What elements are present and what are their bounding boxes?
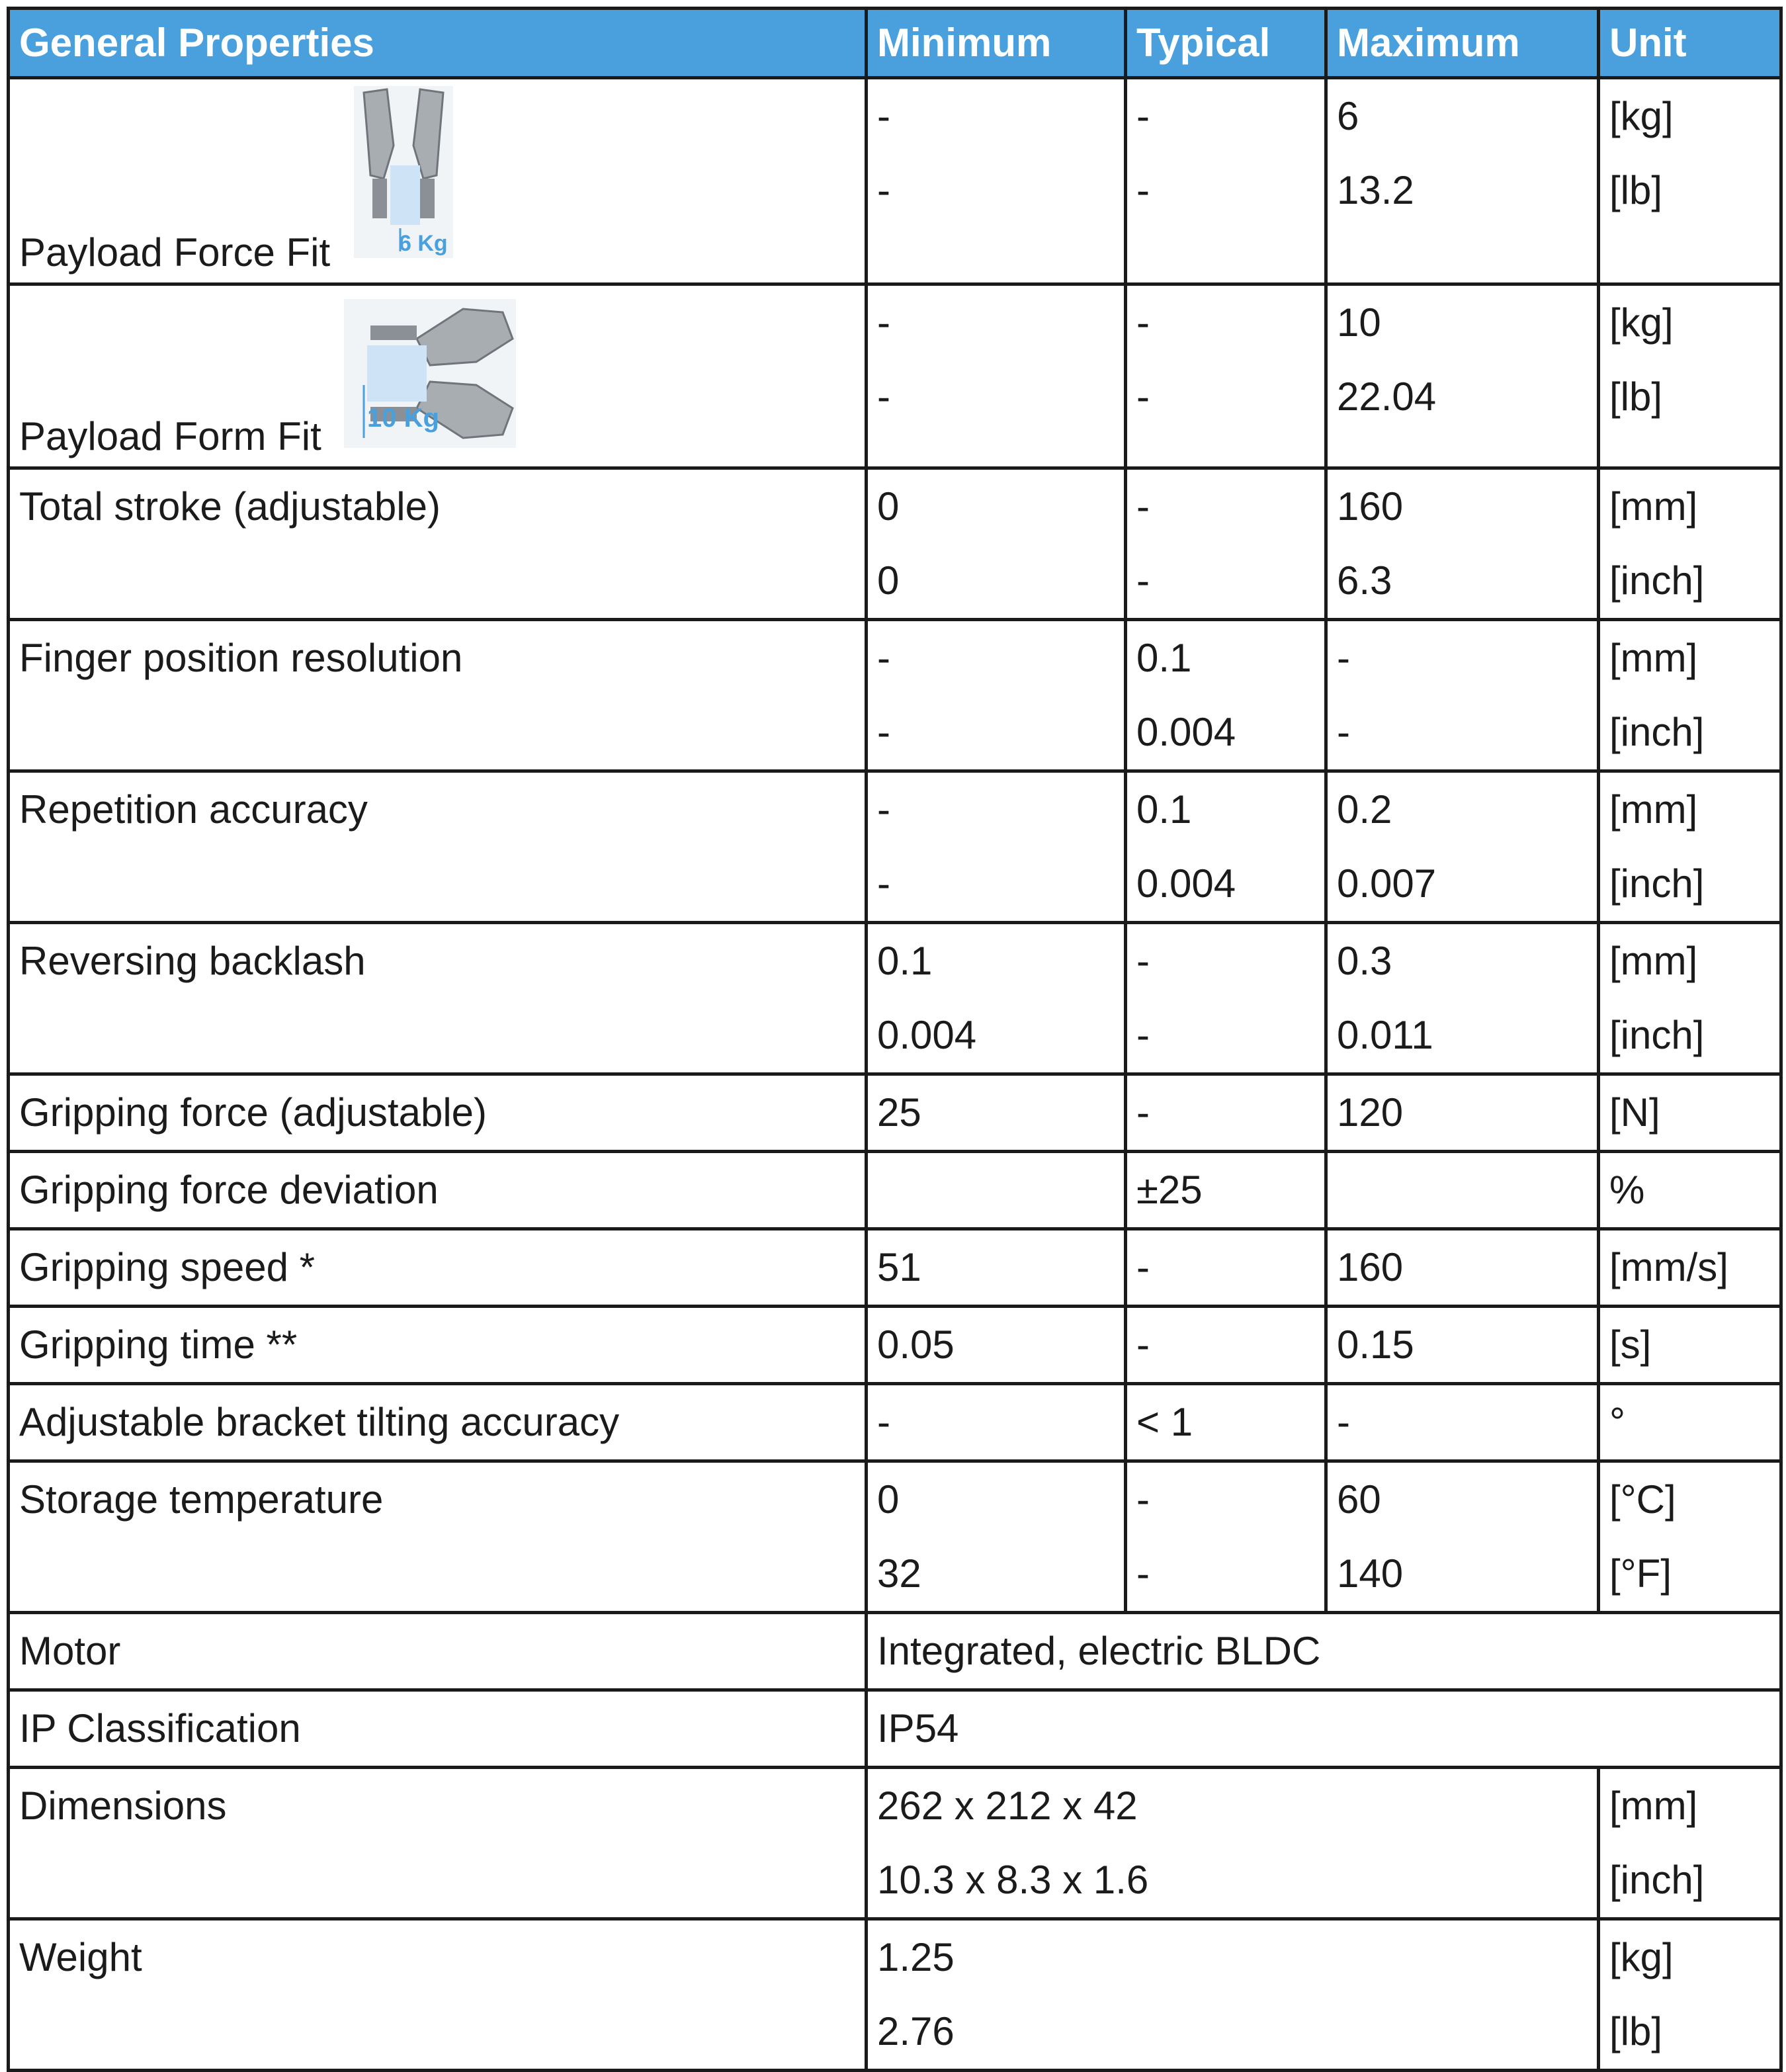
header-minimum: Minimum: [867, 9, 1126, 78]
unit: [mm]: [1609, 636, 1698, 680]
value: 0: [877, 1477, 900, 1522]
value: -: [877, 168, 890, 212]
value: 140: [1337, 1551, 1404, 1596]
value: 160: [1337, 484, 1404, 529]
value-cell: IP54: [867, 1690, 1781, 1768]
value: 60: [1337, 1477, 1381, 1522]
typical-cell: -: [1126, 1229, 1326, 1307]
property-label: Reversing backlash: [9, 923, 867, 1074]
unit: [inch]: [1609, 558, 1705, 603]
unit: [inch]: [1609, 1013, 1705, 1057]
property-label: Payload Form Fit: [19, 414, 321, 458]
value: 13.2: [1337, 168, 1414, 212]
typical-cell: [1126, 284, 1326, 468]
row-ip-classification: [9, 1690, 1781, 1768]
unit-cell: [1599, 771, 1781, 923]
unit-cell: °: [1599, 1384, 1781, 1461]
minimum-cell: [867, 620, 1126, 771]
unit-cell: [1599, 923, 1781, 1074]
property-label: Motor: [9, 1613, 867, 1690]
value: 0.3: [1337, 939, 1392, 983]
maximum-cell: 160: [1326, 1229, 1599, 1307]
value: 1.25: [877, 1935, 955, 1979]
value: 0.1: [1136, 787, 1192, 832]
unit: [kg]: [1609, 300, 1674, 345]
header-general-properties: General Properties: [9, 9, 867, 78]
unit: [mm]: [1609, 939, 1698, 983]
minimum-cell: [867, 78, 1126, 284]
value-cell: [867, 1919, 1599, 2071]
unit-cell: [1599, 284, 1781, 468]
value: -: [1136, 168, 1150, 212]
value: -: [1136, 1013, 1150, 1057]
property-label: Dimensions: [9, 1768, 867, 1919]
value: -: [1136, 1477, 1150, 1522]
unit-cell: [N]: [1599, 1074, 1781, 1152]
property-label: Gripping force deviation: [9, 1152, 867, 1229]
value: -: [877, 374, 890, 419]
value: 10.3 x 8.3 x 1.6: [877, 1858, 1149, 1902]
specifications-table: [7, 7, 1783, 2072]
property-cell: [9, 284, 867, 468]
typical-cell: < 1: [1126, 1384, 1326, 1461]
typical-cell: [1126, 923, 1326, 1074]
unit-cell: [1599, 1461, 1781, 1613]
value: 6.3: [1337, 558, 1392, 603]
value-cell: [867, 1768, 1599, 1919]
unit: [°F]: [1609, 1551, 1672, 1596]
property-label: Weight: [9, 1919, 867, 2071]
typical-cell: [1126, 771, 1326, 923]
unit: [kg]: [1609, 1935, 1674, 1979]
typical-cell: [1126, 78, 1326, 284]
value: 10: [1337, 300, 1381, 345]
property-label: Adjustable bracket tilting accuracy: [9, 1384, 867, 1461]
payload-form-caption: 10 Kg: [367, 404, 439, 433]
unit: [inch]: [1609, 710, 1705, 754]
row-motor: [9, 1613, 1781, 1690]
value: -: [1136, 939, 1150, 983]
maximum-cell: 0.15: [1326, 1307, 1599, 1384]
property-label: Total stroke (adjustable): [9, 468, 867, 620]
header-typical: Typical: [1126, 9, 1326, 78]
row-weight: [9, 1919, 1781, 2071]
maximum-cell: [1326, 1152, 1599, 1229]
value: -: [877, 710, 890, 754]
value: -: [877, 94, 890, 138]
maximum-cell: [1326, 771, 1599, 923]
minimum-cell: 0.05: [867, 1307, 1126, 1384]
value: 0.004: [1136, 861, 1236, 906]
unit-cell: %: [1599, 1152, 1781, 1229]
unit-cell: [1599, 620, 1781, 771]
payload-force-caption: 6 Kg: [399, 231, 448, 256]
value: 22.04: [1337, 374, 1437, 419]
minimum-cell: [867, 1461, 1126, 1613]
unit: [lb]: [1609, 2009, 1663, 2053]
row-payload-force-fit: [9, 78, 1781, 284]
typical-cell: [1126, 620, 1326, 771]
value: -: [1136, 1551, 1150, 1596]
row-bracket-tilting-accuracy: [9, 1384, 1781, 1461]
row-dimensions: [9, 1768, 1781, 1919]
value-cell: Integrated, electric BLDC: [867, 1613, 1781, 1690]
value: -: [1136, 484, 1150, 529]
value: 0.1: [877, 939, 933, 983]
unit-cell: [1599, 468, 1781, 620]
property-label: Gripping time **: [9, 1307, 867, 1384]
minimum-cell: -: [867, 1384, 1126, 1461]
maximum-cell: -: [1326, 1384, 1599, 1461]
unit: [mm]: [1609, 1784, 1698, 1828]
row-gripping-time: [9, 1307, 1781, 1384]
maximum-cell: [1326, 923, 1599, 1074]
property-label: Payload Force Fit: [19, 230, 331, 275]
value: 0: [877, 558, 900, 603]
property-label: Storage temperature: [9, 1461, 867, 1613]
value: -: [877, 636, 890, 680]
maximum-cell: [1326, 78, 1599, 284]
value: -: [1337, 710, 1350, 754]
header-row: [9, 9, 1781, 78]
typical-cell: [1126, 468, 1326, 620]
maximum-cell: [1326, 284, 1599, 468]
row-repetition-accuracy: [9, 771, 1781, 923]
value: -: [1136, 374, 1150, 419]
minimum-cell: [867, 923, 1126, 1074]
unit-cell: [s]: [1599, 1307, 1781, 1384]
row-reversing-backlash: [9, 923, 1781, 1074]
unit: [lb]: [1609, 168, 1663, 212]
unit: [mm]: [1609, 484, 1698, 529]
maximum-cell: [1326, 1461, 1599, 1613]
property-label: Finger position resolution: [9, 620, 867, 771]
value: -: [877, 861, 890, 906]
value: 262 x 212 x 42: [877, 1784, 1138, 1828]
unit: [inch]: [1609, 861, 1705, 906]
unit: [mm]: [1609, 787, 1698, 832]
minimum-cell: [867, 468, 1126, 620]
value: -: [877, 300, 890, 345]
typical-cell: ±25: [1126, 1152, 1326, 1229]
value: 2.76: [877, 2009, 955, 2053]
row-payload-form-fit: [9, 284, 1781, 468]
minimum-cell: 25: [867, 1074, 1126, 1152]
property-label: Gripping speed *: [9, 1229, 867, 1307]
property-label: Gripping force (adjustable): [9, 1074, 867, 1152]
value: 0.004: [1136, 710, 1236, 754]
row-storage-temperature: [9, 1461, 1781, 1613]
value: -: [1136, 300, 1150, 345]
value: 0.007: [1337, 861, 1437, 906]
typical-cell: [1126, 1461, 1326, 1613]
row-gripping-force: [9, 1074, 1781, 1152]
unit: [kg]: [1609, 94, 1674, 138]
unit-cell: [1599, 1919, 1781, 2071]
minimum-cell: [867, 1152, 1126, 1229]
value: 0.004: [877, 1013, 977, 1057]
unit: [lb]: [1609, 374, 1663, 419]
unit-cell: [1599, 1768, 1781, 1919]
property-label: IP Classification: [9, 1690, 867, 1768]
unit: [inch]: [1609, 1858, 1705, 1902]
header-maximum: Maximum: [1326, 9, 1599, 78]
maximum-cell: [1326, 620, 1599, 771]
maximum-cell: [1326, 468, 1599, 620]
value: -: [1136, 94, 1150, 138]
minimum-cell: 51: [867, 1229, 1126, 1307]
value: 32: [877, 1551, 921, 1596]
row-finger-position-resolution: [9, 620, 1781, 771]
value: 0: [877, 484, 900, 529]
minimum-cell: [867, 284, 1126, 468]
value: 6: [1337, 94, 1359, 138]
unit-cell: [mm/s]: [1599, 1229, 1781, 1307]
value: -: [877, 787, 890, 832]
property-cell: [9, 78, 867, 284]
typical-cell: -: [1126, 1307, 1326, 1384]
unit-cell: [1599, 78, 1781, 284]
row-total-stroke: [9, 468, 1781, 620]
row-gripping-force-deviation: [9, 1152, 1781, 1229]
value: 0.1: [1136, 636, 1192, 680]
value: 0.011: [1337, 1013, 1433, 1057]
value: -: [1136, 558, 1150, 603]
row-gripping-speed: [9, 1229, 1781, 1307]
value: 0.2: [1337, 787, 1392, 832]
value: -: [1337, 636, 1350, 680]
header-unit: Unit: [1599, 9, 1781, 78]
unit: [°C]: [1609, 1477, 1676, 1522]
property-label: Repetition accuracy: [9, 771, 867, 923]
maximum-cell: 120: [1326, 1074, 1599, 1152]
minimum-cell: [867, 771, 1126, 923]
typical-cell: -: [1126, 1074, 1326, 1152]
